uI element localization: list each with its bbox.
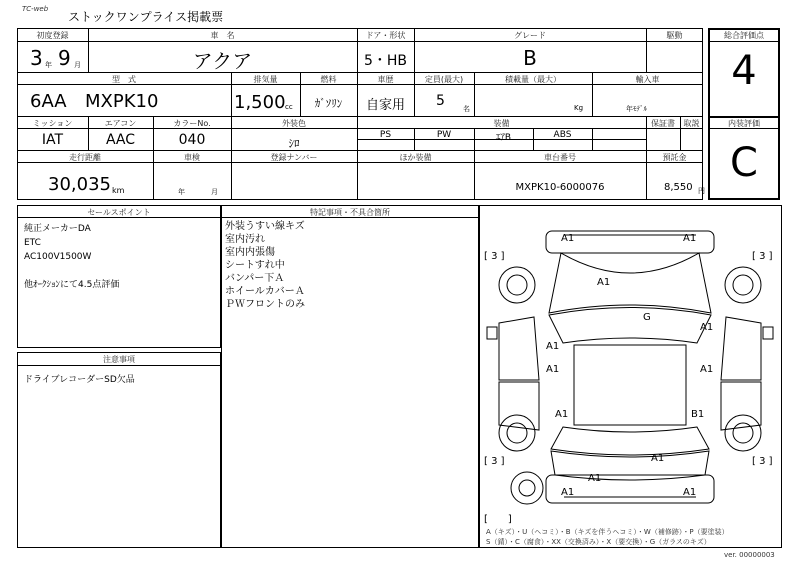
damage-mark: A1: [700, 364, 714, 375]
first-reg-month: 9: [58, 46, 71, 70]
grade: B: [523, 46, 537, 70]
special-notes-list: [225, 220, 305, 311]
equipment-2: PW: [436, 130, 452, 140]
spare-tire-mark: [ ]: [484, 514, 512, 525]
sales-points-list: [24, 222, 119, 292]
tire-mark-front-left: [ 3 ]: [484, 251, 505, 262]
grade-label: グレード: [514, 31, 546, 40]
inspection-year-unit: 年: [178, 188, 185, 196]
capacity-label: 定員(最大): [424, 75, 464, 84]
exterior-color-label: 外装色: [282, 119, 306, 128]
interior-score-label: 内装評価: [728, 119, 760, 128]
fuel-label: 燃料: [320, 75, 337, 84]
displacement: 1,500: [234, 92, 286, 113]
sales-points-header: セールスポイント: [87, 208, 151, 217]
tire-front-left: [499, 267, 535, 303]
model-label: 型 式: [112, 75, 136, 84]
mileage: 30,035: [48, 174, 111, 195]
cc-unit: cc: [285, 103, 293, 111]
cautions-list: [24, 373, 135, 387]
capacity-unit: 名: [463, 105, 470, 113]
km-unit: km: [112, 186, 125, 195]
color-no-label: カラーNo.: [173, 119, 211, 128]
left-front-door: [499, 317, 539, 380]
legend-line-1: A（キズ）・U（ヘコミ）・B（キズを伴うヘコミ）・W（補修跡）・P（要塗装）: [486, 528, 729, 536]
special-note: ホイールカバーＡ: [225, 286, 305, 297]
damage-mark: A1: [546, 364, 560, 375]
import-note: 年ﾓﾃﾞﾙ: [626, 105, 647, 113]
right-front-door: [721, 317, 761, 380]
rear-window-outline: [551, 427, 709, 455]
tire-front-right: [725, 267, 761, 303]
car-history: 自家用: [365, 98, 405, 113]
damage-mark: G: [643, 312, 651, 323]
damage-mark: A1: [588, 473, 602, 484]
door-type: 5・HB: [363, 53, 408, 69]
door-type-label: ドア・形状: [365, 31, 406, 40]
first-reg-year: 3: [30, 46, 43, 70]
price: 8,550: [664, 182, 693, 193]
hood-outline: [549, 253, 711, 313]
equipment-1: PS: [379, 130, 392, 140]
chassis-number: MXPK10-6000076: [515, 182, 605, 193]
roof-outline: [574, 345, 686, 425]
cautions-header: 注意事項: [103, 355, 135, 364]
damage-mark: A1: [651, 453, 665, 464]
tire-rear-right: [725, 415, 761, 451]
overall-score-label: 総合評価点: [724, 31, 764, 40]
car-name-label: 車 名: [210, 31, 235, 40]
tire-mark-rear-left: [ 3 ]: [484, 456, 505, 467]
inspection-month-unit: 月: [211, 188, 218, 196]
warranty-label: 保証書: [651, 119, 675, 128]
right-mirror: [763, 327, 773, 339]
logo: TC-web: [22, 5, 49, 13]
inspection-label: 車検: [184, 153, 200, 162]
equipment-4: ABS: [553, 130, 572, 140]
tire-mark-rear-right: [ 3 ]: [752, 456, 773, 467]
damage-mark: A1: [555, 409, 569, 420]
special-note: バンパー下Ａ: [225, 273, 285, 284]
plate-label: 登録ナンバー: [270, 153, 318, 162]
displacement-label: 排気量: [253, 75, 278, 84]
tire-rear-left: [499, 415, 535, 451]
damage-mark: A1: [597, 277, 611, 288]
legend-line-2: S（錆）・C（腐食）・XX（交換済み）・X（要交換）・G（ガラスのキズ）: [486, 538, 711, 546]
manual-label: 取説: [683, 119, 700, 128]
windshield-outline: [549, 308, 714, 344]
damage-mark: A1: [683, 487, 697, 498]
special-note: 室内内張傷: [225, 247, 275, 258]
first-reg-label: 初度登録: [36, 31, 69, 40]
damage-mark: B1: [691, 409, 705, 420]
page-title: ストックワンプライス掲載票: [68, 10, 224, 24]
interior-score: C: [730, 140, 758, 186]
mileage-label: 走行距離: [69, 153, 101, 162]
sales-point: [24, 264, 119, 278]
equipment-3: ｴｱB: [495, 133, 512, 143]
tire-mark-front-right: [ 3 ]: [752, 251, 773, 262]
import-label: 輸入車: [635, 75, 660, 84]
sales-point: ETC: [24, 238, 41, 248]
model-prefix: 6AA: [30, 91, 67, 112]
sales-point: AC100V1500W: [24, 252, 92, 262]
price-unit: 円: [698, 187, 705, 195]
sales-point: 他ｵｰｸｼｮﾝにて4.5点評価: [24, 280, 120, 290]
other-equipment-label: ほか装備: [399, 153, 432, 162]
damage-mark: A1: [700, 322, 714, 333]
special-note: ＰＷフロントのみ: [225, 299, 305, 310]
damage-mark: A1: [546, 341, 560, 352]
aircon: AAC: [105, 132, 136, 148]
car-name: アクア: [192, 49, 253, 73]
sales-point: 純正メーカーDA: [24, 224, 91, 234]
price-label: 預託金: [662, 153, 687, 162]
load-label: 積載量（最大）: [505, 75, 561, 84]
drive-label: 駆動: [666, 31, 683, 40]
spare-tire: [511, 472, 543, 504]
equipment-label: 装備: [493, 119, 510, 128]
special-notes-header: 特記事項・不具合箇所: [310, 208, 390, 217]
car-diagram: [479, 205, 782, 548]
month-unit: 月: [74, 61, 81, 69]
overall-score: 4: [731, 48, 757, 94]
damage-mark: A1: [561, 233, 575, 244]
fuel: ｶﾞｿﾘﾝ: [314, 97, 343, 110]
mission: IAT: [41, 132, 64, 148]
aircon-label: エアコン: [104, 119, 137, 128]
mission-label: ミッション: [32, 119, 73, 128]
special-note: 室内汚れ: [225, 234, 265, 245]
damage-mark: A1: [683, 233, 697, 244]
damage-mark: A1: [561, 487, 575, 498]
left-mirror: [487, 327, 497, 339]
year-unit: 年: [45, 61, 52, 69]
model: MXPK10: [85, 91, 159, 112]
color-no: 040: [178, 132, 206, 148]
caution-item: ドライブレコーダーSD欠品: [24, 375, 135, 385]
capacity: 5: [436, 93, 445, 109]
special-note: シートすれ中: [225, 260, 285, 271]
load-unit: Kg: [574, 104, 584, 112]
car-history-label: 車歴: [377, 75, 394, 84]
version-label: ver. 00000003: [724, 551, 775, 559]
special-note: 外装うすい線キズ: [225, 221, 305, 232]
exterior-color: ｼﾛ: [288, 137, 300, 150]
chassis-label: 車台番号: [544, 153, 576, 162]
